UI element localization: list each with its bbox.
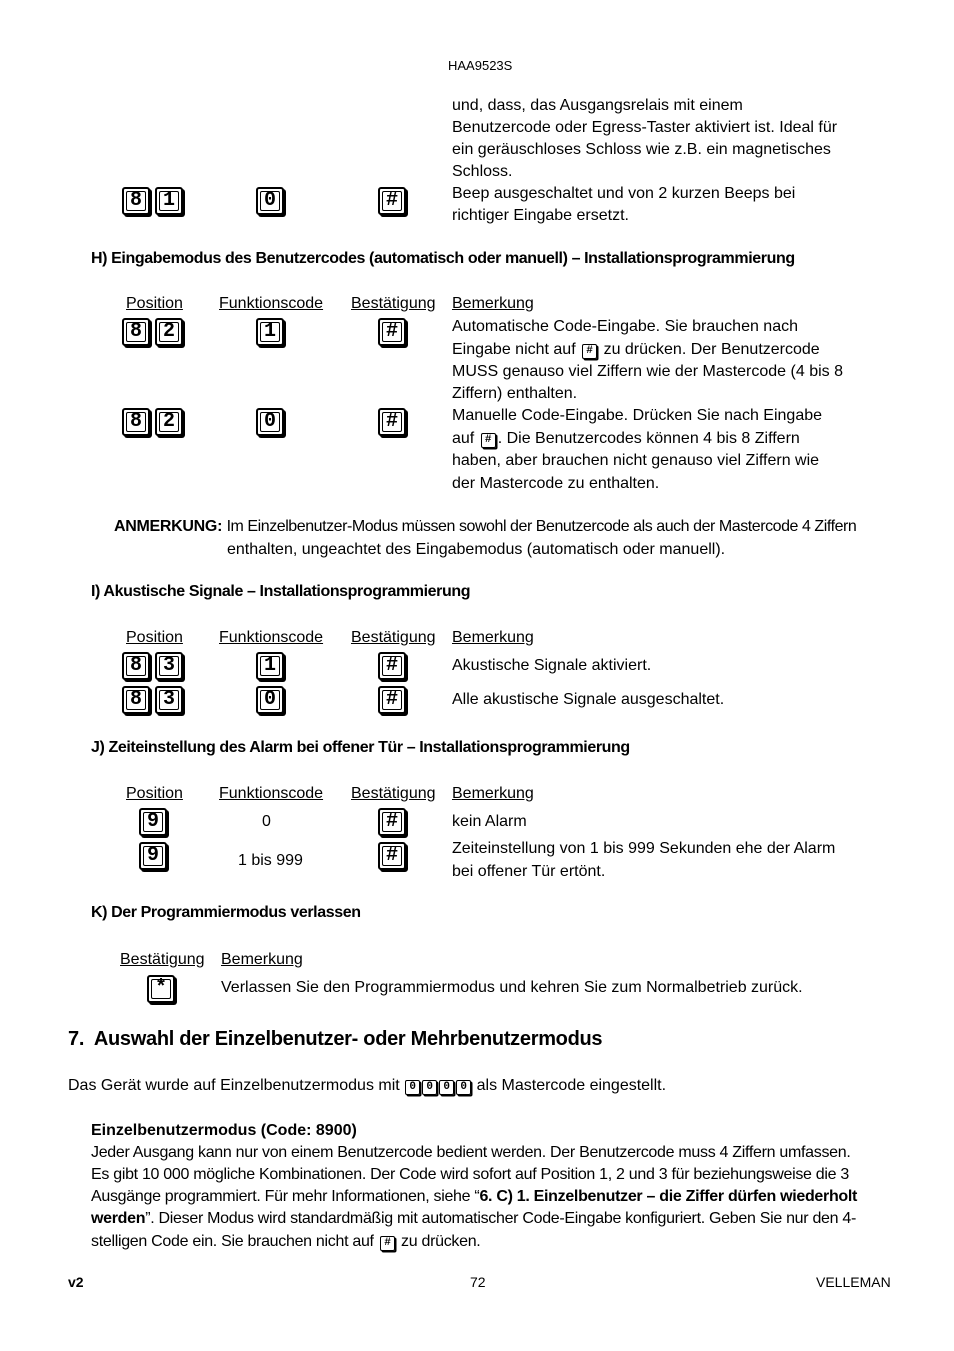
column-header-position: Position xyxy=(126,629,183,646)
document-model-header: HAA9523S xyxy=(448,58,513,73)
keypad-key-icon: 8 xyxy=(122,318,150,346)
keypad-key-icon: 8 xyxy=(122,408,150,436)
remark-line: Manuelle Code-Eingabe. Drücken Sie nach Eingabe xyxy=(452,407,823,424)
remark-line: Benutzercode oder Egress-Taster aktiviert ist. Ideal für xyxy=(452,119,838,136)
keypad-key-icon: 2 xyxy=(155,318,183,346)
keypad-key-icon: 3 xyxy=(155,686,183,714)
keypad-key-icon: 8 xyxy=(122,187,150,215)
zero-key-icon: 0 xyxy=(456,1080,471,1095)
note-line: ANMERKUNG: Im Einzelbenutzer-Modus müssen sowohl der Benutzercode als auch der Mastercode 4 Ziffern xyxy=(114,518,857,535)
remark-line: Eingabe nicht auf # zu drücken. Der Benutzercode xyxy=(452,341,820,358)
hash-key-icon: # xyxy=(481,433,496,448)
keypad-hash-key-icon: # xyxy=(378,686,406,714)
column-header-confirmation: Bestätigung xyxy=(351,295,436,312)
remark-line: MUSS genauso viel Ziffern wie der Mastercode (4 bis 8 xyxy=(452,363,843,380)
remark-line: Zeiteinstellung von 1 bis 999 Sekunden ehe der Alarm xyxy=(452,840,836,857)
chapter-heading: 7. Auswahl der Einzelbenutzer- oder Mehrbenutzermodus xyxy=(68,1028,603,1050)
zero-key-icon: 0 xyxy=(422,1080,437,1095)
paragraph-line: werden”. Dieser Modus wird standardmäßig mit automatischer Code-Eingabe konfiguriert. Geben Sie nur den 4- xyxy=(91,1210,857,1227)
keypad-key-icon: 0 xyxy=(256,408,284,436)
footer-page-number: 72 xyxy=(470,1274,486,1290)
keypad-hash-key-icon: # xyxy=(378,842,406,870)
column-header-function-code: Funktionscode xyxy=(219,785,324,802)
paragraph-line: stelligen Code ein. Sie brauchen nicht auf # zu drücken. xyxy=(91,1233,481,1250)
column-header-remark: Bemerkung xyxy=(452,785,534,802)
section-title: K) Der Programmiermodus verlassen xyxy=(91,904,361,921)
remark-line: und, dass, das Ausgangsrelais mit einem xyxy=(452,97,743,114)
column-header-function-code: Funktionscode xyxy=(219,295,324,312)
remark-line: richtiger Eingabe ersetzt. xyxy=(452,207,629,224)
remark-line: Schloss. xyxy=(452,163,513,180)
column-header-remark: Bemerkung xyxy=(452,295,534,312)
column-header-position: Position xyxy=(126,785,183,802)
section-title: J) Zeiteinstellung des Alarm bei offener Tür – Installationsprogrammierung xyxy=(91,739,630,756)
paragraph-line: Es gibt 10 000 mögliche Kombinationen. Der Code wird sofort auf Position 1, 2 und 3 für beziehungsweise die 3 xyxy=(91,1166,849,1183)
keypad-hash-key-icon: # xyxy=(378,652,406,680)
remark-line: Akustische Signale aktiviert. xyxy=(452,657,652,674)
hash-key-icon: # xyxy=(582,344,597,359)
column-header-function-code: Funktionscode xyxy=(219,629,324,646)
keypad-key-icon: 8 xyxy=(122,686,150,714)
column-header-remark: Bemerkung xyxy=(221,951,303,968)
remark-line: kein Alarm xyxy=(452,813,527,830)
keypad-hash-key-icon: # xyxy=(378,187,406,215)
remark-line: Alle akustische Signale ausgeschaltet. xyxy=(452,691,725,708)
column-header-remark: Bemerkung xyxy=(452,629,534,646)
zero-key-icon: 0 xyxy=(405,1080,420,1095)
keypad-key-icon: 0 xyxy=(256,686,284,714)
remark-line: auf # . Die Benutzercodes können 4 bis 8 Ziffern xyxy=(452,430,800,447)
footer-version: v2 xyxy=(68,1274,84,1290)
subsection-title: Einzelbenutzermodus (Code: 8900) xyxy=(91,1122,357,1139)
remark-line: Beep ausgeschaltet und von 2 kurzen Beeps bei xyxy=(452,185,796,202)
function-code-value: 0 xyxy=(262,813,271,830)
keypad-key-icon: 9 xyxy=(139,808,167,836)
paragraph-line: Jeder Ausgang kann nur von einem Benutzercode bedient werden. Der Benutzercode muss 4 Ziffern umfassen. xyxy=(91,1144,851,1161)
keypad-key-icon: 3 xyxy=(155,652,183,680)
remark-line: Ziffern) enthalten. xyxy=(452,385,578,402)
remark-line: der Mastercode zu enthalten. xyxy=(452,475,660,492)
column-header-confirmation: Bestätigung xyxy=(351,629,436,646)
remark-line: Automatische Code-Eingabe. Sie brauchen nach xyxy=(452,318,798,335)
keypad-hash-key-icon: # xyxy=(378,808,406,836)
keypad-hash-key-icon: # xyxy=(378,318,406,346)
column-header-confirmation: Bestätigung xyxy=(120,951,205,968)
intro-paragraph: Das Gerät wurde auf Einzelbenutzermodus mit 0 0 0 0 als Mastercode eingestellt. xyxy=(68,1077,667,1094)
function-code-value: 1 bis 999 xyxy=(238,852,303,869)
keypad-key-icon: 1 xyxy=(256,652,284,680)
remark-line: Verlassen Sie den Programmiermodus und kehren Sie zum Normalbetrieb zurück. xyxy=(221,979,803,996)
keypad-hash-key-icon: # xyxy=(378,408,406,436)
keypad-key-icon: 9 xyxy=(139,842,167,870)
keypad-key-icon: 1 xyxy=(155,187,183,215)
zero-key-icon: 0 xyxy=(439,1080,454,1095)
note-label: ANMERKUNG: xyxy=(114,518,223,535)
hash-key-icon: # xyxy=(380,1236,395,1251)
paragraph-line: Ausgänge programmiert. Für mehr Informationen, siehe “6. C) 1. Einzelbenutzer – die Ziffer dürfen wiederholt xyxy=(91,1188,858,1205)
remark-line: ein geräuschloses Schloss wie z.B. ein magnetisches xyxy=(452,141,831,158)
keypad-key-icon: 1 xyxy=(256,318,284,346)
remark-line: haben, aber brauchen nicht genauso viel Ziffern wie xyxy=(452,452,820,469)
keypad-star-key-icon: * xyxy=(147,975,175,1003)
column-header-position: Position xyxy=(126,295,183,312)
column-header-confirmation: Bestätigung xyxy=(351,785,436,802)
keypad-key-icon: 8 xyxy=(122,652,150,680)
keypad-key-icon: 0 xyxy=(256,187,284,215)
section-title: H) Eingabemodus des Benutzercodes (automatisch oder manuell) – Installationsprogrammierung xyxy=(91,250,795,267)
section-title: I) Akustische Signale – Installationsprogrammierung xyxy=(91,583,471,600)
footer-brand: VELLEMAN xyxy=(816,1274,891,1290)
keypad-key-icon: 2 xyxy=(155,408,183,436)
remark-line: bei offener Tür ertönt. xyxy=(452,863,606,880)
note-line: enthalten, ungeachtet des Eingabemodus (automatisch oder manuell). xyxy=(227,541,726,558)
